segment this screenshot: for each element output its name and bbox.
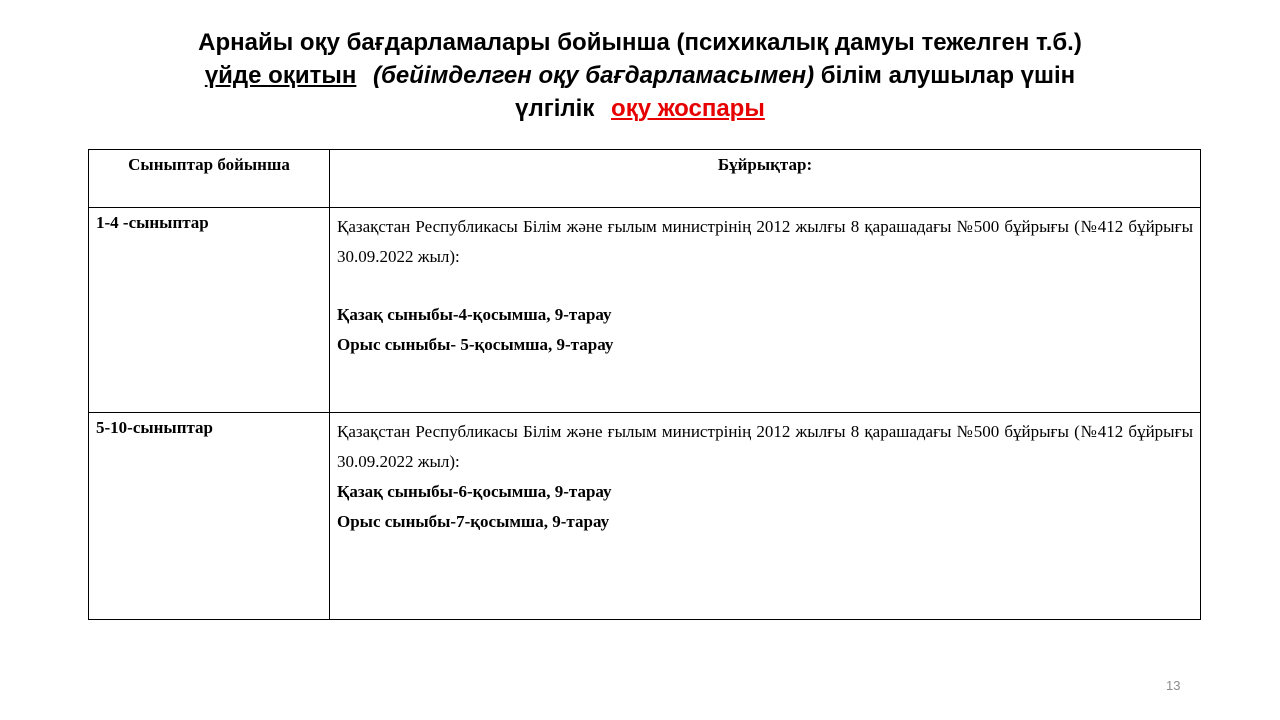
- grade-cell: [89, 413, 330, 620]
- orders-table: [88, 149, 1201, 620]
- title-line-2: [0, 59, 1280, 92]
- grade-label: 1-4 -сыныптар: [96, 213, 209, 232]
- table-row: [89, 413, 1201, 620]
- order-text: Қазақстан Республикасы Білім және ғылым министрінің 2012 жылғы 8 қарашадағы №500 бұйрығы (№412 бұйрығы 30.09.2022 жыл):: [337, 217, 1193, 266]
- table-row: [89, 208, 1201, 413]
- table-header-row: [89, 150, 1201, 208]
- title-line-3: [0, 92, 1280, 125]
- title-model: үлгілік: [515, 95, 595, 122]
- header-grades: Сыныптар бойынша: [89, 150, 330, 208]
- title-learners: білім алушылар үшін: [820, 62, 1076, 89]
- title-home-study: үйде оқитын: [204, 62, 357, 89]
- grade-label: 5-10-сыныптар: [96, 418, 214, 437]
- russian-class-appendix: Орыс сыныбы-7-қосымша, 9-тарау: [337, 512, 610, 531]
- header-orders: Бұйрықтар:: [330, 150, 1201, 208]
- title-adapted-program: (бейімделген оқу бағдарламасымен): [373, 62, 815, 89]
- order-cell: [330, 413, 1201, 620]
- title-study-plan: оқу жоспары: [611, 95, 765, 122]
- order-cell: [330, 208, 1201, 413]
- slide-title: [0, 26, 1280, 125]
- grade-cell: [89, 208, 330, 413]
- russian-class-appendix: Орыс сыныбы- 5-қосымша, 9-тарау: [337, 335, 614, 354]
- page-number: 13: [1166, 678, 1181, 693]
- kazakh-class-appendix: Қазақ сыныбы-6-қосымша, 9-тарау: [337, 482, 612, 501]
- order-text: Қазақстан Республикасы Білім және ғылым министрінің 2012 жылғы 8 қарашадағы №500 бұйрығы (№412 бұйрығы 30.09.2022 жыл):: [337, 422, 1193, 471]
- kazakh-class-appendix: Қазақ сыныбы-4-қосымша, 9-тарау: [337, 305, 612, 324]
- title-line-1: Арнайы оқу бағдарламалары бойынша (психикалық дамуы тежелген т.б.): [198, 29, 1082, 56]
